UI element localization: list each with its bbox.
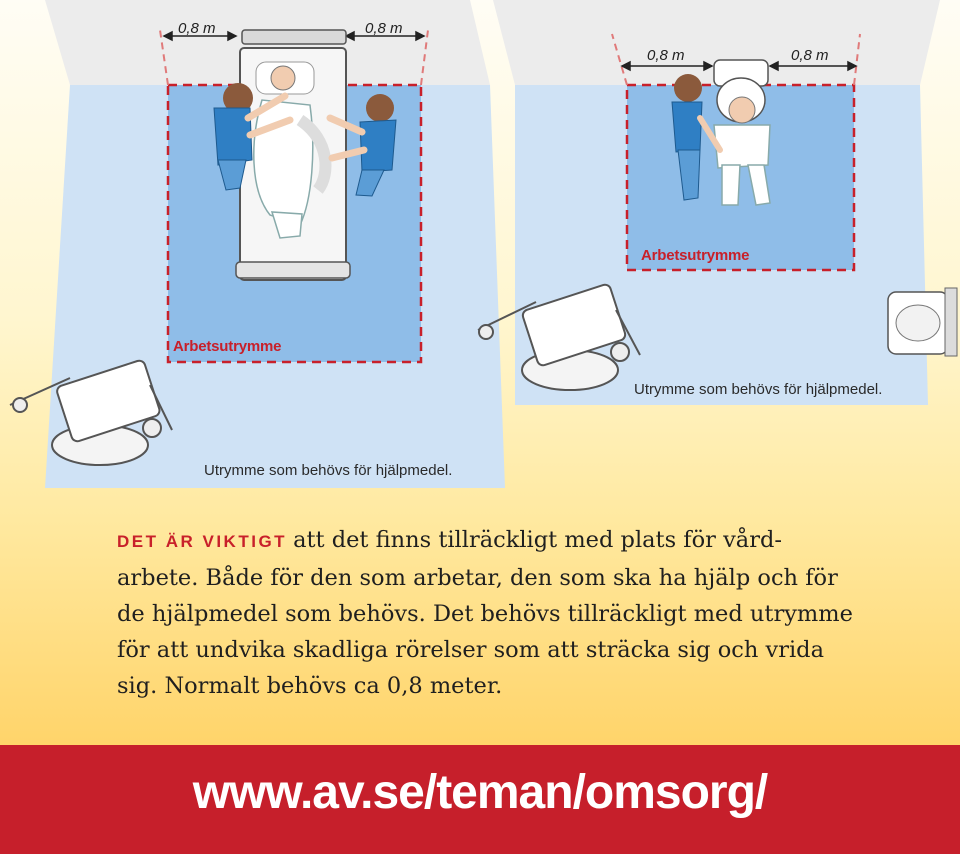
right-work-area-label: Arbetsutrymme [641, 247, 750, 264]
wheelchair-left [10, 359, 172, 465]
footer-url-link[interactable]: www.av.se/teman/omsorg/ [192, 766, 768, 819]
footer-banner [0, 745, 960, 854]
wall-sink [888, 288, 957, 356]
right-dim-label-left: 0,8 m [647, 47, 685, 64]
left-room [10, 0, 505, 488]
left-work-area-label: Arbetsutrymme [173, 338, 282, 355]
right-dim-label-right: 0,8 m [791, 47, 829, 64]
article-lead: DET ÄR VIKTIGT [117, 532, 288, 551]
left-dim-label-left: 0,8 m [178, 20, 216, 37]
right-room [478, 0, 957, 405]
left-aid-space-caption: Utrymme som behövs för hjälpmedel. [204, 462, 453, 479]
article-paragraph [117, 522, 857, 704]
right-aid-space-caption: Utrymme som behövs för hjälpmedel. [634, 381, 883, 398]
left-dim-label-right: 0,8 m [365, 20, 403, 37]
article-text: att det finns tillräckligt med plats för vård-arbete. Både för den som arbetar, den som ska ha hjälp och för de hjälpmedel som behövs. Det behövs tillräckligt med utrymme för att undvika skadliga rörelser som att sträcka sig och vrida sig. Normalt behövs ca 0,8 meter. [117, 527, 853, 699]
